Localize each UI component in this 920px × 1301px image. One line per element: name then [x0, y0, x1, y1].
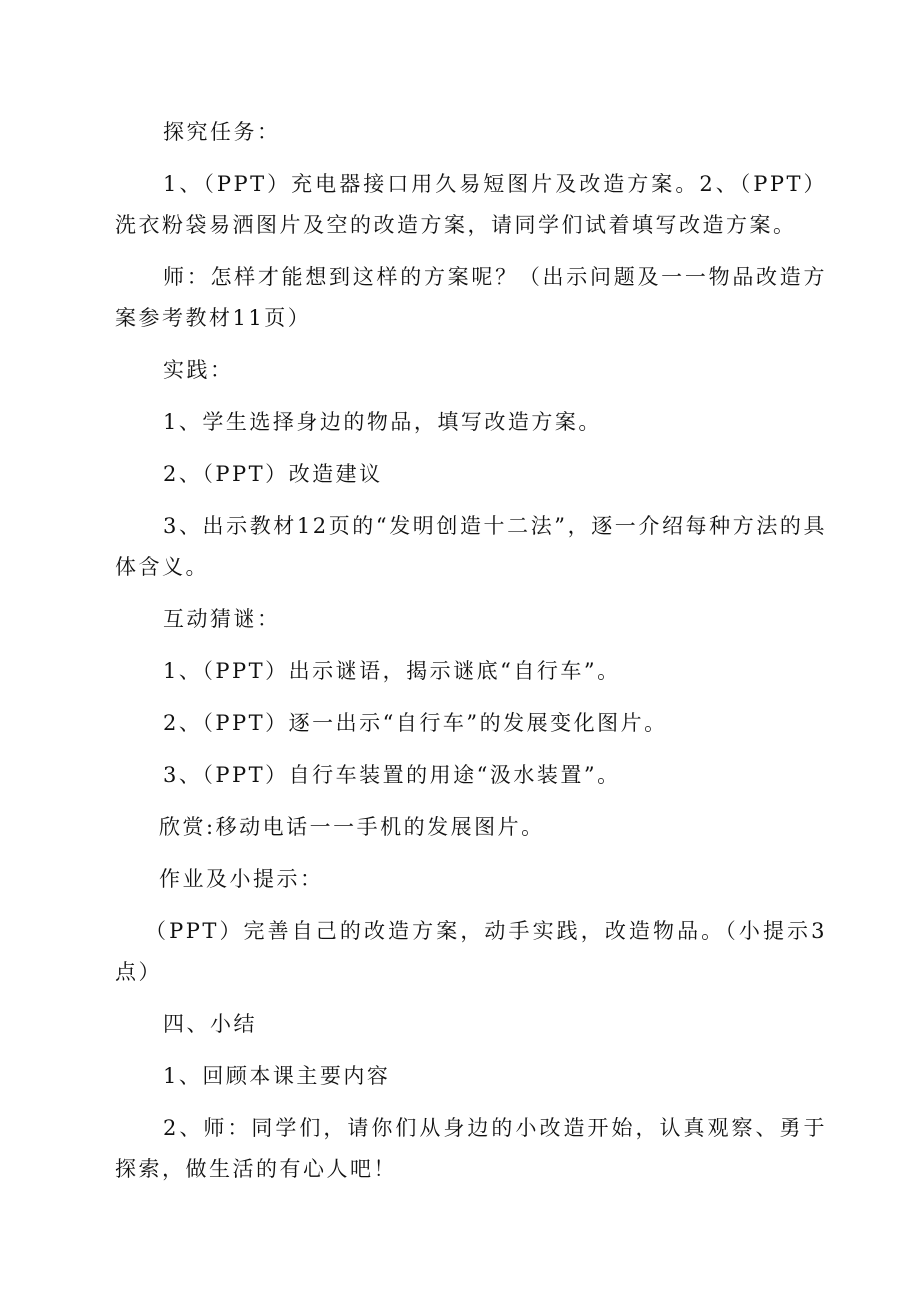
document-body: [115, 112, 827, 1201]
paragraph-practice-item-1: 1、学生选择身边的物品，填写改造方案。: [163, 410, 602, 434]
paragraph-homework-content: （PPT）完善自己的改造方案，动手实践，改造物品。（小提示3点）: [115, 919, 827, 984]
paragraph-riddle-item-1: 1、（PPT）出示谜语，揭示谜底“自行车”。: [163, 659, 621, 683]
paragraph-teacher-question: 师：怎样才能想到这样的方案呢？（出示问题及一一物品改造方案参考教材11页）: [115, 265, 827, 330]
paragraph-summary-item-1: 1、回顾本课主要内容: [163, 1064, 391, 1088]
paragraph-practice-heading: 实践：: [163, 358, 234, 382]
paragraph-inquiry-task-items: 1、（PPT）充电器接口用久易短图片及改造方案。2、（PPT）洗衣粉袋易洒图片及空的改造方案，请同学们试着填写改造方案。: [115, 172, 827, 237]
paragraph-summary-item-2: 2、师：同学们，请你们从身边的小改造开始，认真观察、勇于探索，做生活的有心人吧！: [115, 1116, 827, 1181]
paragraph-riddle-heading: 互动猜谜：: [163, 607, 281, 631]
paragraph-riddle-item-2: 2、（PPT）逐一出示“自行车”的发展变化图片。: [163, 711, 668, 735]
paragraph-practice-item-3: 3、出示教材12页的“发明创造十二法”，逐一介绍每种方法的具体含义。: [115, 514, 827, 579]
paragraph-inquiry-task-heading: 探究任务：: [163, 120, 281, 144]
paragraph-homework-heading: 作业及小提示：: [159, 867, 324, 891]
paragraph-appreciation: 欣赏:移动电话一一手机的发展图片。: [159, 815, 545, 839]
paragraph-riddle-item-3: 3、（PPT）自行车装置的用途“汲水装置”。: [163, 763, 621, 787]
paragraph-practice-item-2: 2、（PPT）改造建议: [163, 462, 383, 486]
paragraph-summary-heading: 四、小结: [163, 1012, 257, 1036]
